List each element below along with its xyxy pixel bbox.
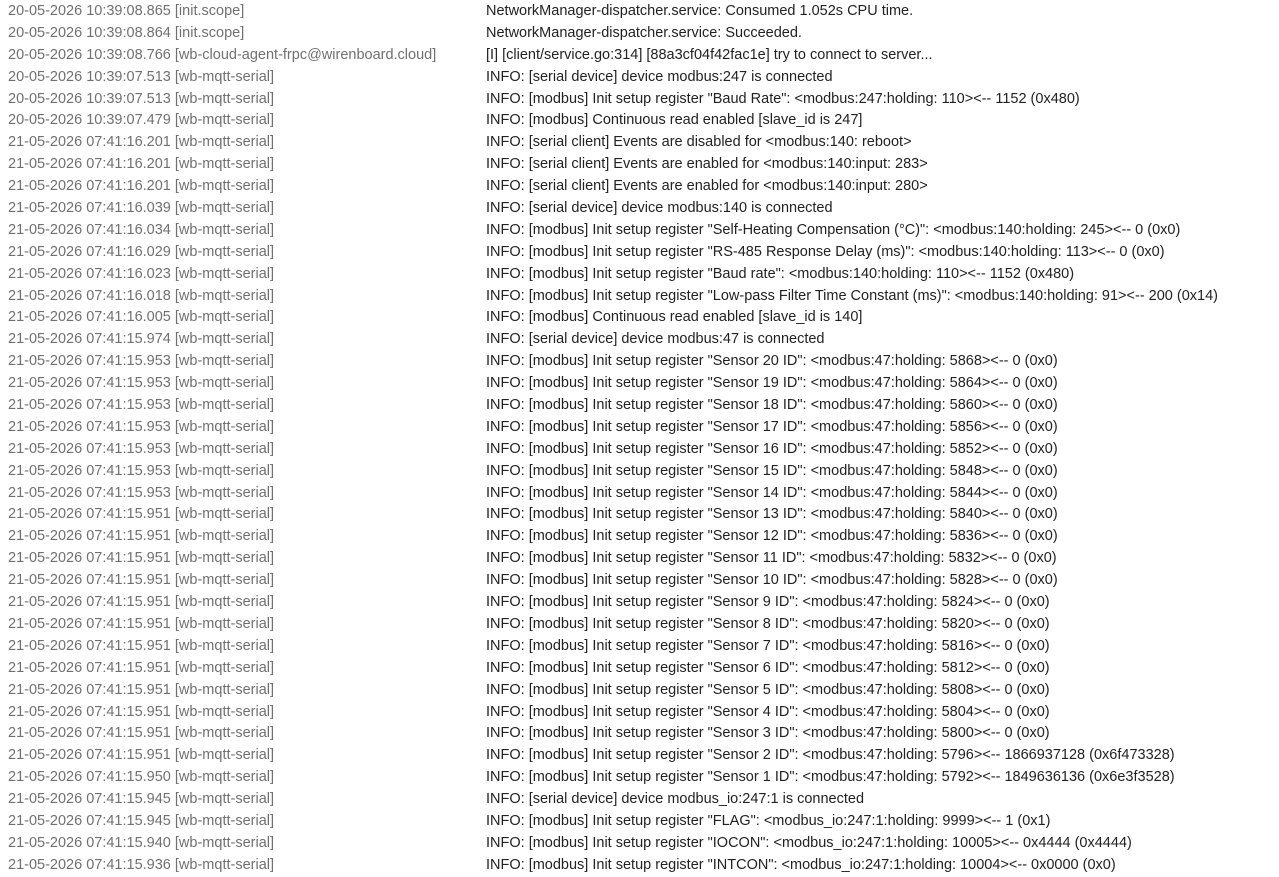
log-row <box>8 132 1273 154</box>
log-timestamp: 21-05-2026 07:41:15.951 <box>8 659 171 676</box>
log-source: [wb-mqtt-serial] <box>174 156 275 173</box>
log-meta <box>8 242 486 264</box>
log-source: [wb-mqtt-serial] <box>174 68 275 85</box>
log-meta <box>8 592 486 614</box>
log-source: [wb-mqtt-serial] <box>174 681 275 698</box>
log-timestamp: 21-05-2026 07:41:15.953 <box>8 484 171 501</box>
log-timestamp: 21-05-2026 07:41:16.201 <box>8 156 171 173</box>
log-row <box>8 636 1273 658</box>
log-source: [wb-mqtt-serial] <box>174 484 275 501</box>
log-source: [wb-mqtt-serial] <box>174 594 275 611</box>
log-message: INFO: [modbus] Init setup register "Sensor 1 ID": <modbus:47:holding: 5792><-- 1849636136 (0x6e3f3528) <box>486 769 1175 786</box>
log-row <box>8 417 1273 439</box>
log-timestamp: 20-05-2026 10:39:08.766 <box>8 46 171 63</box>
log-meta <box>8 220 486 242</box>
log-timestamp: 21-05-2026 07:41:16.029 <box>8 243 171 260</box>
log-row <box>8 811 1273 833</box>
log-timestamp: 21-05-2026 07:41:15.953 <box>8 462 171 479</box>
log-meta <box>8 1 486 23</box>
log-message: INFO: [modbus] Init setup register "Sensor 14 ID": <modbus:47:holding: 5844><-- 0 (0x0) <box>486 484 1058 501</box>
log-meta <box>8 767 486 789</box>
log-row <box>8 702 1273 724</box>
log-message: INFO: [modbus] Init setup register "INTCON": <modbus_io:247:1:holding: 10004><-- 0x0000 (0x0) <box>486 856 1116 873</box>
log-meta <box>8 45 486 67</box>
log-source: [wb-mqtt-serial] <box>174 462 275 479</box>
log-message: INFO: [modbus] Init setup register "Baud rate": <modbus:140:holding: 110><-- 1152 (0x480) <box>486 265 1075 282</box>
log-source: [wb-mqtt-serial] <box>174 769 275 786</box>
log-message: INFO: [modbus] Continuous read enabled [slave_id is 140] <box>486 309 863 326</box>
log-meta <box>8 461 486 483</box>
log-row <box>8 483 1273 505</box>
log-message: INFO: [modbus] Init setup register "Sensor 12 ID": <modbus:47:holding: 5836><-- 0 (0x0) <box>486 528 1058 545</box>
log-meta <box>8 23 486 45</box>
log-row <box>8 723 1273 745</box>
log-source: [wb-mqtt-serial] <box>174 178 275 195</box>
log-meta <box>8 67 486 89</box>
log-meta <box>8 132 486 154</box>
log-row <box>8 220 1273 242</box>
log-meta <box>8 329 486 351</box>
log-meta <box>8 811 486 833</box>
log-timestamp: 20-05-2026 10:39:07.513 <box>8 68 171 85</box>
log-meta <box>8 417 486 439</box>
log-source: [wb-mqtt-serial] <box>174 331 275 348</box>
log-meta <box>8 504 486 526</box>
log-row <box>8 286 1273 308</box>
log-row <box>8 855 1273 877</box>
log-message: INFO: [serial client] Events are enabled for <modbus:140:input: 283> <box>486 156 928 173</box>
log-message: INFO: [modbus] Init setup register "IOCON": <modbus_io:247:1:holding: 10005><-- 0x4444 (0x4444) <box>486 834 1132 851</box>
log-message: [I] [client/service.go:314] [88a3cf04f42fac1e] try to connect to server... <box>486 46 933 63</box>
log-row <box>8 680 1273 702</box>
log-source: [wb-mqtt-serial] <box>174 659 275 676</box>
log-message: INFO: [modbus] Init setup register "Sensor 15 ID": <modbus:47:holding: 5848><-- 0 (0x0) <box>486 462 1058 479</box>
log-meta <box>8 680 486 702</box>
log-row <box>8 45 1273 67</box>
log-timestamp: 21-05-2026 07:41:15.953 <box>8 397 171 414</box>
log-meta <box>8 570 486 592</box>
log-timestamp: 21-05-2026 07:41:15.951 <box>8 703 171 720</box>
log-row <box>8 789 1273 811</box>
log-meta <box>8 483 486 505</box>
log-message: INFO: [modbus] Init setup register "Sensor 2 ID": <modbus:47:holding: 5796><-- 1866937128 (0x6f473328) <box>486 747 1175 764</box>
log-message: INFO: [modbus] Init setup register "Sensor 10 ID": <modbus:47:holding: 5828><-- 0 (0x0) <box>486 572 1058 589</box>
log-timestamp: 21-05-2026 07:41:15.950 <box>8 769 171 786</box>
log-timestamp: 21-05-2026 07:41:15.974 <box>8 331 171 348</box>
log-meta <box>8 745 486 767</box>
log-timestamp: 21-05-2026 07:41:15.940 <box>8 834 171 851</box>
log-timestamp: 21-05-2026 07:41:15.951 <box>8 725 171 742</box>
log-meta <box>8 154 486 176</box>
log-table <box>8 1 1273 877</box>
log-message: INFO: [serial client] Events are enabled for <modbus:140:input: 280> <box>486 178 928 195</box>
log-source: [wb-mqtt-serial] <box>174 221 275 238</box>
log-row <box>8 373 1273 395</box>
log-meta <box>8 439 486 461</box>
log-message: INFO: [modbus] Init setup register "Sensor 20 ID": <modbus:47:holding: 5868><-- 0 (0x0) <box>486 353 1058 370</box>
log-row <box>8 176 1273 198</box>
log-row <box>8 461 1273 483</box>
log-message: INFO: [modbus] Init setup register "Sensor 4 ID": <modbus:47:holding: 5804><-- 0 (0x0) <box>486 703 1050 720</box>
log-timestamp: 21-05-2026 07:41:15.953 <box>8 418 171 435</box>
log-meta <box>8 636 486 658</box>
log-message: INFO: [modbus] Init setup register "Sensor 7 ID": <modbus:47:holding: 5816><-- 0 (0x0) <box>486 637 1050 654</box>
log-meta <box>8 89 486 111</box>
log-source: [wb-mqtt-serial] <box>174 418 275 435</box>
log-message: INFO: [modbus] Init setup register "Sensor 9 ID": <modbus:47:holding: 5824><-- 0 (0x0) <box>486 594 1050 611</box>
log-meta <box>8 855 486 877</box>
log-timestamp: 20-05-2026 10:39:08.864 <box>8 24 171 41</box>
log-message: INFO: [modbus] Init setup register "Sensor 11 ID": <modbus:47:holding: 5832><-- 0 (0x0) <box>486 550 1057 567</box>
log-source: [wb-mqtt-serial] <box>174 506 275 523</box>
log-meta <box>8 110 486 132</box>
log-message: INFO: [modbus] Init setup register "Sensor 6 ID": <modbus:47:holding: 5812><-- 0 (0x0) <box>486 659 1050 676</box>
log-row <box>8 307 1273 329</box>
log-row <box>8 395 1273 417</box>
log-row <box>8 767 1273 789</box>
log-timestamp: 21-05-2026 07:41:15.953 <box>8 440 171 457</box>
log-source: [wb-mqtt-serial] <box>174 791 275 808</box>
log-timestamp: 21-05-2026 07:41:15.936 <box>8 856 171 873</box>
log-timestamp: 21-05-2026 07:41:15.951 <box>8 572 171 589</box>
log-row <box>8 833 1273 855</box>
log-row <box>8 23 1273 45</box>
log-timestamp: 21-05-2026 07:41:15.951 <box>8 747 171 764</box>
log-source: [wb-mqtt-serial] <box>174 112 275 129</box>
log-source: [wb-mqtt-serial] <box>174 615 275 632</box>
log-row <box>8 67 1273 89</box>
log-row <box>8 264 1273 286</box>
log-timestamp: 21-05-2026 07:41:15.951 <box>8 615 171 632</box>
log-meta <box>8 176 486 198</box>
log-timestamp: 21-05-2026 07:41:16.034 <box>8 221 171 238</box>
log-source: [wb-mqtt-serial] <box>174 747 275 764</box>
log-source: [wb-mqtt-serial] <box>174 90 275 107</box>
log-timestamp: 21-05-2026 07:41:15.951 <box>8 594 171 611</box>
log-meta <box>8 614 486 636</box>
log-message: INFO: [modbus] Init setup register "FLAG": <modbus_io:247:1:holding: 9999><-- 1 (0x1) <box>486 812 1051 829</box>
log-message: INFO: [serial device] device modbus_io:247:1 is connected <box>486 791 865 808</box>
log-row <box>8 570 1273 592</box>
log-message: INFO: [modbus] Init setup register "Sensor 13 ID": <modbus:47:holding: 5840><-- 0 (0x0) <box>486 506 1058 523</box>
log-meta <box>8 351 486 373</box>
log-timestamp: 21-05-2026 07:41:16.018 <box>8 287 171 304</box>
log-message: INFO: [serial device] device modbus:140 is connected <box>486 200 833 217</box>
log-message: INFO: [modbus] Init setup register "Sensor 5 ID": <modbus:47:holding: 5808><-- 0 (0x0) <box>486 681 1050 698</box>
log-source: [wb-mqtt-serial] <box>174 353 275 370</box>
log-message: INFO: [serial client] Events are disabled for <modbus:140: reboot> <box>486 134 912 151</box>
log-source: [wb-mqtt-serial] <box>174 397 275 414</box>
log-row <box>8 745 1273 767</box>
log-timestamp: 21-05-2026 07:41:16.023 <box>8 265 171 282</box>
log-meta <box>8 702 486 724</box>
log-message: INFO: [modbus] Init setup register "Sensor 3 ID": <modbus:47:holding: 5800><-- 0 (0x0) <box>486 725 1050 742</box>
log-timestamp: 20-05-2026 10:39:08.865 <box>8 3 171 19</box>
log-meta <box>8 833 486 855</box>
log-source: [wb-mqtt-serial] <box>174 440 275 457</box>
log-message: INFO: [serial device] device modbus:247 is connected <box>486 68 833 85</box>
log-message: INFO: [serial device] device modbus:47 is connected <box>486 331 825 348</box>
log-message: NetworkManager-dispatcher.service: Succeeded. <box>486 24 802 41</box>
log-row <box>8 526 1273 548</box>
log-source: [wb-mqtt-serial] <box>174 287 275 304</box>
log-message: INFO: [modbus] Init setup register "Self-Heating Compensation (°C)": <modbus:140:holding: 245><-- 0 (0x0) <box>486 221 1181 238</box>
log-source: [wb-mqtt-serial] <box>174 834 275 851</box>
log-message: INFO: [modbus] Init setup register "RS-485 Response Delay (ms)": <modbus:140:holding: 113><-- 0 (0x0) <box>486 243 1165 260</box>
log-row <box>8 592 1273 614</box>
log-message: NetworkManager-dispatcher.service: Consumed 1.052s CPU time. <box>486 3 914 19</box>
log-meta <box>8 264 486 286</box>
log-row <box>8 504 1273 526</box>
log-row <box>8 89 1273 111</box>
log-source: [wb-cloud-agent-frpc@wirenboard.cloud] <box>174 46 437 63</box>
log-row <box>8 1 1273 23</box>
log-message: INFO: [modbus] Init setup register "Low-pass Filter Time Constant (ms)": <modbus:140:holding: 91><-- 200 (0x14) <box>486 287 1218 304</box>
log-row <box>8 658 1273 680</box>
log-source: [init.scope] <box>174 24 245 41</box>
log-source: [wb-mqtt-serial] <box>174 703 275 720</box>
log-meta <box>8 548 486 570</box>
log-meta <box>8 286 486 308</box>
log-row <box>8 154 1273 176</box>
log-source: [wb-mqtt-serial] <box>174 725 275 742</box>
log-row <box>8 329 1273 351</box>
log-meta <box>8 789 486 811</box>
log-source: [wb-mqtt-serial] <box>174 550 275 567</box>
log-meta <box>8 198 486 220</box>
log-timestamp: 21-05-2026 07:41:16.005 <box>8 309 171 326</box>
log-row <box>8 439 1273 461</box>
log-row <box>8 614 1273 636</box>
log-timestamp: 21-05-2026 07:41:15.945 <box>8 791 171 808</box>
log-message: INFO: [modbus] Init setup register "Sensor 19 ID": <modbus:47:holding: 5864><-- 0 (0x0) <box>486 375 1058 392</box>
log-timestamp: 21-05-2026 07:41:16.039 <box>8 200 171 217</box>
log-source: [wb-mqtt-serial] <box>174 134 275 151</box>
log-source: [wb-mqtt-serial] <box>174 309 275 326</box>
log-row <box>8 110 1273 132</box>
log-timestamp: 21-05-2026 07:41:16.201 <box>8 178 171 195</box>
log-timestamp: 21-05-2026 07:41:15.951 <box>8 637 171 654</box>
log-timestamp: 20-05-2026 10:39:07.513 <box>8 90 171 107</box>
log-source: [wb-mqtt-serial] <box>174 375 275 392</box>
log-timestamp: 21-05-2026 07:41:15.951 <box>8 506 171 523</box>
log-meta <box>8 723 486 745</box>
log-timestamp: 21-05-2026 07:41:15.951 <box>8 528 171 545</box>
log-timestamp: 21-05-2026 07:41:15.951 <box>8 550 171 567</box>
log-message: INFO: [modbus] Init setup register "Sensor 16 ID": <modbus:47:holding: 5852><-- 0 (0x0) <box>486 440 1058 457</box>
log-source: [wb-mqtt-serial] <box>174 200 275 217</box>
log-source: [wb-mqtt-serial] <box>174 812 275 829</box>
log-source: [wb-mqtt-serial] <box>174 572 275 589</box>
log-timestamp: 20-05-2026 10:39:07.479 <box>8 112 171 129</box>
log-timestamp: 21-05-2026 07:41:16.201 <box>8 134 171 151</box>
log-meta <box>8 526 486 548</box>
log-source: [wb-mqtt-serial] <box>174 637 275 654</box>
log-message: INFO: [modbus] Init setup register "Baud Rate": <modbus:247:holding: 110><-- 1152 (0x480) <box>486 90 1080 107</box>
log-meta <box>8 395 486 417</box>
log-message: INFO: [modbus] Continuous read enabled [slave_id is 247] <box>486 112 863 129</box>
log-source: [wb-mqtt-serial] <box>174 265 275 282</box>
log-row <box>8 198 1273 220</box>
log-row <box>8 242 1273 264</box>
log-timestamp: 21-05-2026 07:41:15.951 <box>8 681 171 698</box>
log-timestamp: 21-05-2026 07:41:15.953 <box>8 375 171 392</box>
log-message: INFO: [modbus] Init setup register "Sensor 8 ID": <modbus:47:holding: 5820><-- 0 (0x0) <box>486 615 1050 632</box>
log-source: [wb-mqtt-serial] <box>174 528 275 545</box>
log-timestamp: 21-05-2026 07:41:15.945 <box>8 812 171 829</box>
log-meta <box>8 307 486 329</box>
log-message: INFO: [modbus] Init setup register "Sensor 17 ID": <modbus:47:holding: 5856><-- 0 (0x0) <box>486 418 1058 435</box>
log-meta <box>8 658 486 680</box>
log-meta <box>8 373 486 395</box>
log-message: INFO: [modbus] Init setup register "Sensor 18 ID": <modbus:47:holding: 5860><-- 0 (0x0) <box>486 397 1058 414</box>
log-source: [wb-mqtt-serial] <box>174 856 275 873</box>
log-source: [wb-mqtt-serial] <box>174 243 275 260</box>
log-source: [init.scope] <box>174 3 245 19</box>
log-timestamp: 21-05-2026 07:41:15.953 <box>8 353 171 370</box>
log-row <box>8 548 1273 570</box>
log-row <box>8 351 1273 373</box>
